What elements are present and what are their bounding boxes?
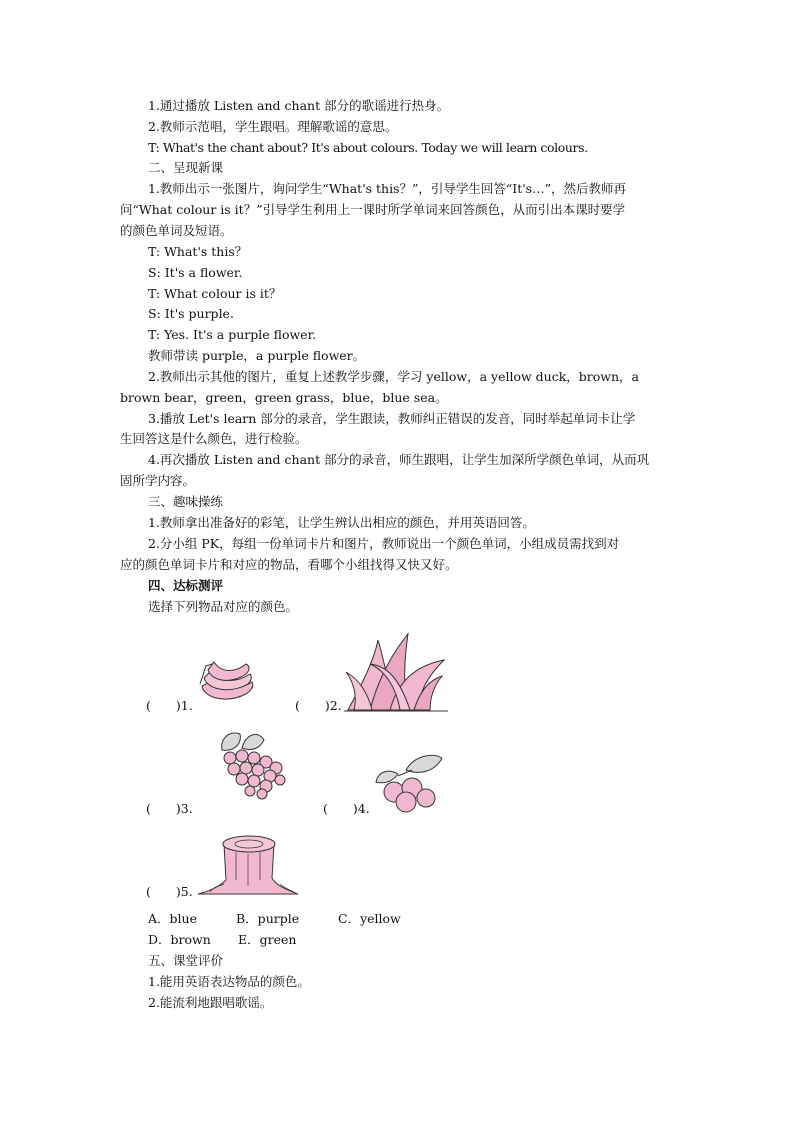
section-heading-4: 四、达标测评 [148,578,224,593]
section2-p3-line-a: 3.播放 Let's learn 部分的录音，学生跟读，教师纠正错误的发音，同时举起单词卡让学 [148,411,636,426]
section2-p2-line-a: 2.教师出示其他的图片，重复上述教学步骤，学习 yellow，a yellow duck，brown，a [148,369,639,384]
section2-p4-line-a: 4.再次播放 Listen and chant 部分的录音，师生跟唱，让学生加深所学颜色单词，从而巩 [148,452,650,467]
section4-instruction: 选择下列物品对应的颜色。 [148,599,299,614]
section-heading-5: 五、课堂评价 [148,953,224,968]
warmup-line-2: 2.教师示范唱，学生跟唱。理解歌谣的意思。 [148,119,398,134]
option-c: C．yellow [338,911,401,926]
section2-read-line: 教师带读 purple，a purple flower。 [148,348,366,363]
dialog-line: S: It's a flower. [148,265,243,280]
section5-p2: 2.能流利地跟唱歌谣。 [148,995,273,1010]
question-5-label: ( )5. [146,884,193,899]
option-d: D．brown [148,932,211,947]
section2-p4-line-b: 固所学内容。 [120,473,196,488]
section3-p1: 1.教师拿出准备好的彩笔，让学生辨认出相应的颜色，并用英语回答。 [148,515,535,530]
question-1-label: ( )1. [146,698,193,713]
warmup-line-1: 1.通过播放 Listen and chant 部分的歌谣进行热身。 [148,98,450,113]
section-heading-2: 二、呈现新课 [148,160,224,175]
section2-p3-line-b: 生回答这是什么颜色，进行检验。 [120,431,308,446]
dialog-line: T: Yes. It's a purple flower. [148,327,317,342]
warmup-line-3: T: What's the chant about? It's about colours. Today we will learn colours. [148,140,588,155]
grapes-image [212,728,288,802]
question-2-label: ( )2. [295,698,342,713]
question-3-label: ( )3. [146,801,193,816]
dialog-line: T: What's this？ [148,244,248,259]
section2-p2-line-b: brown bear，green，green grass，blue，blue sea。 [120,390,448,405]
dialog-line: T: What colour is it？ [148,286,282,301]
grass-image [344,620,448,714]
question-4-label: ( )4. [323,801,370,816]
section2-p1-line-a: 1.教师出示一张图片，询问学生“What's this？”，引导学生回答“It's…”，然后教师再 [148,181,626,196]
section5-p1: 1.能用英语表达物品的颜色。 [148,974,310,989]
dialog-line: S: It's purple. [148,306,234,321]
section2-p1-line-b: 问“What colour is it？”引导学生利用上一课时所学单词来回答颜色，从而引出本课时要学 [120,202,626,217]
section2-p1-line-c: 的颜色单词及短语。 [120,223,233,238]
option-a: A．blue [148,911,197,926]
section3-p2-line-a: 2.分小组 PK，每组一份单词卡片和图片，教师说出一个颜色单词，小组成员需找到对 [148,536,620,551]
option-b: B．purple [236,911,300,926]
berries-image [372,752,444,814]
section3-p2-line-b: 应的颜色单词卡片和对应的物品，看哪个小组找得又快又好。 [120,557,458,572]
banana-image [196,656,256,704]
option-e: E．green [238,932,297,947]
tree-stump-image [196,830,300,898]
section-heading-3: 三、趣味操练 [148,494,224,509]
